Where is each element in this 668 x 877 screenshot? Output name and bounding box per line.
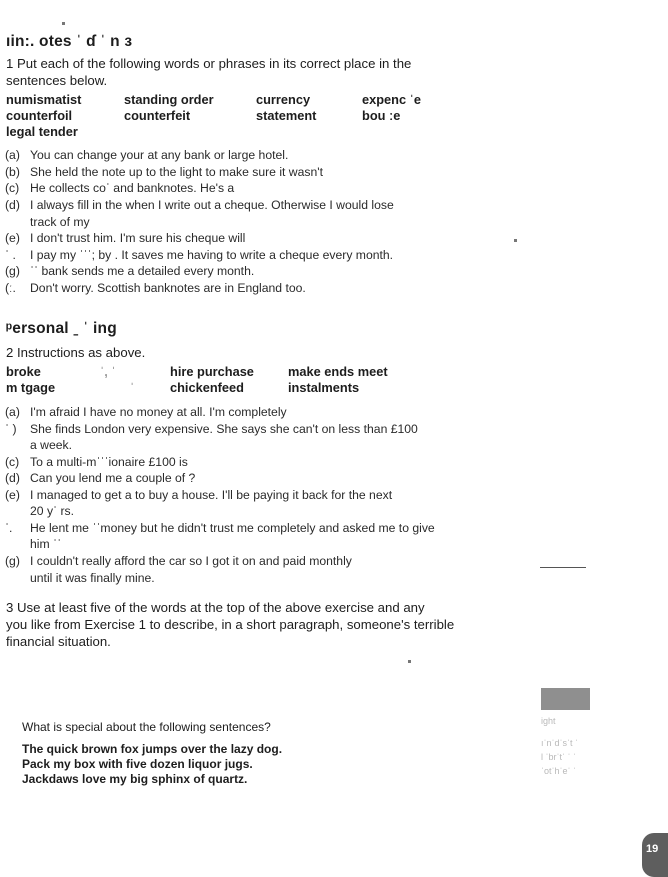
s1-sentence-a: You can change your at any bank or large hotel. — [30, 148, 289, 162]
speck — [62, 22, 65, 25]
s2-mark-f: ˈ. — [5, 521, 13, 535]
margin-grey-box — [541, 688, 590, 710]
word-statement: statement — [256, 108, 317, 123]
section1-instruction-line1: 1 Put each of the following words or phrases in its correct place in the — [6, 56, 412, 71]
word-broke: broke — [6, 364, 41, 379]
s2-sentence-b-line1: She finds London very expensive. She says she can't on less than £100 — [30, 422, 418, 436]
s1-sentence-e: I don't trust him. I'm sure his cheque will — [30, 231, 246, 245]
section2-heading: ᵖersonal ˍ ˈ ing — [6, 320, 117, 337]
s1-mark-g: (g) — [5, 264, 20, 278]
s1-sentence-d-line2: track of my — [30, 215, 90, 229]
word-legal-tender: legal tender — [6, 124, 78, 139]
margin-rule — [540, 567, 586, 568]
puzzle-sentence-3: Jackdaws love my big sphinx of quartz. — [22, 772, 248, 786]
word-numismatist: numismatist — [6, 92, 82, 107]
s2-mark-g: (g) — [5, 554, 20, 568]
s2-sentence-f-line1: He lent me ˈˈmoney but he didn't trust me completely and asked me to give — [30, 521, 435, 535]
s2-sentence-d: Can you lend me a couple of ? — [30, 471, 196, 485]
word-counterfoil: counterfoil — [6, 108, 73, 123]
s2-mark-e: (e) — [5, 488, 20, 502]
word-counterfeit: counterfeit — [124, 108, 191, 123]
puzzle-sentence-1: The quick brown fox jumps over the lazy dog. — [22, 742, 283, 756]
s2-sentence-e-line2: 20 yˈ rs. — [30, 504, 75, 518]
word-make-ends-meet: make ends meet — [288, 364, 388, 379]
word-faded-2: ˈ — [130, 380, 135, 395]
section3-line2: you like from Exercise 1 to describe, in a short paragraph, someone's terrible — [6, 617, 455, 632]
page-number-tab — [642, 833, 668, 877]
side-ghost-1: ight — [541, 716, 556, 726]
word-bounce: bou ːe — [362, 108, 401, 123]
side-ghost-2: ıˈnˈdˈsˈt ˈ — [541, 738, 578, 748]
word-expenditure: expenc ˈe — [362, 92, 422, 107]
word-hire-purchase: hire purchase — [170, 364, 254, 379]
s2-mark-c: (c) — [5, 455, 20, 469]
word-currency: currency — [256, 92, 311, 107]
s1-sentence-b: She held the note up to the light to make sure it wasn't — [30, 165, 323, 179]
section2-instruction: 2 Instructions as above. — [6, 345, 146, 360]
s2-sentence-g-line2: until it was finally mine. — [30, 571, 155, 585]
puzzle-sentence-2: Pack my box with five dozen liquor jugs. — [22, 757, 253, 771]
s1-mark-c: (c) — [5, 181, 20, 195]
s2-mark-a: (a) — [5, 405, 20, 419]
s1-sentence-g: ˈˈ bank sends me a detailed every month. — [30, 264, 255, 278]
word-chickenfeed: chickenfeed — [170, 380, 244, 395]
s1-mark-h: (ː. — [5, 281, 16, 295]
s1-sentence-f: I pay my ˈˈˈ; by . It saves me having to write a cheque every month. — [30, 248, 394, 262]
speck — [408, 660, 411, 663]
s1-sentence-h: Don't worry. Scottish banknotes are in England too. — [30, 281, 306, 295]
s1-sentence-d-line1: I always fill in the when I write out a cheque. Otherwise I would lose — [30, 198, 394, 212]
s2-sentence-a: I'm afraid I have no money at all. I'm completely — [30, 405, 287, 419]
word-mortgage: m tgage — [6, 380, 56, 395]
s1-mark-b: (b) — [5, 165, 20, 179]
s2-sentence-c: To a multi-mˈˈˈionaire £100 is — [30, 455, 188, 469]
s1-mark-f: ˈ . — [5, 248, 16, 262]
s2-sentence-g-line1: I couldn't really afford the car so I got it on and paid monthly — [30, 554, 352, 568]
section3-line1: 3 Use at least five of the words at the top of the above exercise and any — [6, 600, 425, 615]
s2-sentence-f-line2: him ˈˈ — [30, 537, 62, 551]
section1-heading: ıin:. otes ˈ ɗ ˈ n ɜ — [6, 33, 133, 50]
side-ghost-3: l ˈbrˈtˈ ˈ ˈ — [541, 752, 576, 762]
s1-mark-e: (e) — [5, 231, 20, 245]
s2-mark-b: ˈ ) — [5, 422, 17, 436]
side-ghost-4: ˈotˈhˈeˈ ˈ — [541, 766, 577, 776]
word-faded-1: ˈ, ˈ — [100, 364, 116, 379]
s1-sentence-c: He collects coˈ and banknotes. He's a — [30, 181, 235, 195]
s1-mark-d: (d) — [5, 198, 20, 212]
s2-sentence-b-line2: a week. — [30, 438, 73, 452]
s1-mark-a: (a) — [5, 148, 20, 162]
section3-line3: financial situation. — [6, 634, 111, 649]
word-instalments: instalments — [288, 380, 360, 395]
s2-sentence-e-line1: I managed to get a to buy a house. I'll be paying it back for the next — [30, 488, 393, 502]
puzzle-question: What is special about the following sentences? — [22, 720, 271, 734]
page-number: 19 — [646, 843, 659, 855]
s2-mark-d: (d) — [5, 471, 20, 485]
speck — [514, 239, 517, 242]
word-standing-order: standing order — [124, 92, 214, 107]
section1-instruction-line2: sentences below. — [6, 73, 108, 88]
